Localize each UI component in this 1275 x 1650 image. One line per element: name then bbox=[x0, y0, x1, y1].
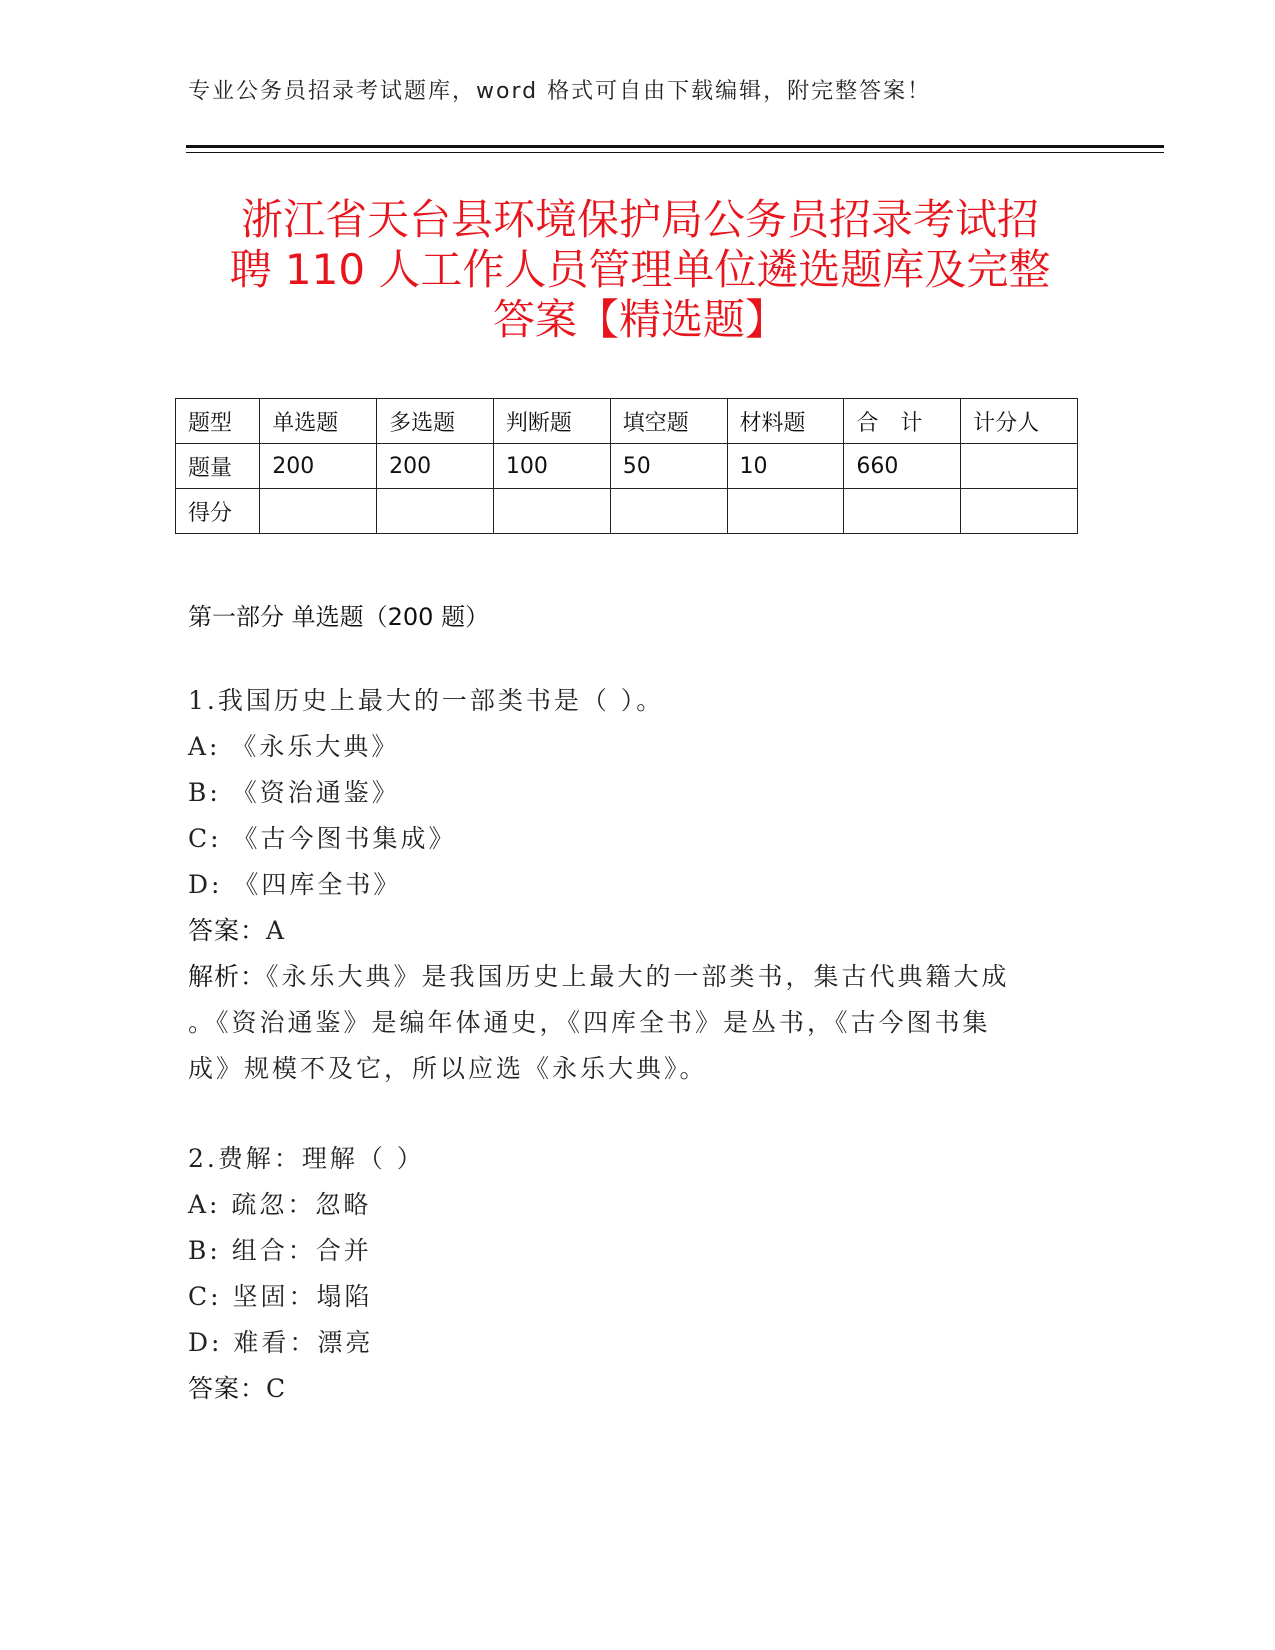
answer-line bbox=[188, 908, 1068, 954]
table-cell bbox=[961, 444, 1078, 489]
table-cell: 200 bbox=[260, 444, 377, 489]
explanation-line-2: 。《资治通鉴》是编年体通史，《四库全书》是丛书，《古今图书集 bbox=[188, 1008, 991, 1037]
table-cell: 判断题 bbox=[493, 399, 610, 444]
table-cell: 10 bbox=[727, 444, 844, 489]
explanation-text: 《永乐大典》是我国历史上最大的一部类书，集古代典籍大成 bbox=[266, 962, 1010, 991]
answer-line bbox=[188, 1366, 1068, 1412]
question-stem: 1.我国历史上最大的一部类书是（ ）。 bbox=[188, 686, 665, 715]
score-table-score-row bbox=[176, 489, 1078, 534]
score-table-count-row bbox=[176, 444, 1078, 489]
header-rule-thick bbox=[186, 145, 1164, 148]
title-line-1: 浙江省天台县环境保护局公务员招录考试招 bbox=[240, 195, 1039, 244]
answer-label: 答案： bbox=[188, 916, 267, 945]
explanation-label: 解析： bbox=[188, 962, 267, 991]
table-cell: 题量 bbox=[176, 444, 260, 489]
title-line-3: 答案【精选题】 bbox=[492, 295, 787, 344]
table-cell: 多选题 bbox=[377, 399, 494, 444]
question-1 bbox=[188, 678, 1068, 1092]
table-cell bbox=[844, 489, 961, 534]
option-b: B: 《资治通鉴》 bbox=[188, 778, 400, 807]
table-cell: 题型 bbox=[176, 399, 260, 444]
table-cell: 材料题 bbox=[727, 399, 844, 444]
option-d: D: 难看：漂亮 bbox=[188, 1328, 374, 1357]
answer-value: A bbox=[266, 916, 288, 945]
table-cell bbox=[610, 489, 727, 534]
answer-label: 答案： bbox=[188, 1374, 267, 1403]
explanation-line-3: 成》规模不及它，所以应选《永乐大典》。 bbox=[188, 1054, 708, 1083]
question-stem: 2.费解：理解（ ） bbox=[188, 1144, 425, 1173]
answer-value: C bbox=[266, 1374, 289, 1403]
score-table-header-row bbox=[176, 399, 1078, 444]
table-cell bbox=[727, 489, 844, 534]
table-cell: 合 计 bbox=[844, 399, 961, 444]
option-c: C: 《古今图书集成》 bbox=[188, 824, 457, 853]
table-cell: 计分人 bbox=[961, 399, 1078, 444]
table-cell bbox=[260, 489, 377, 534]
section-heading: 第一部分 单选题（200 题） bbox=[188, 603, 490, 631]
table-cell: 100 bbox=[493, 444, 610, 489]
table-cell: 50 bbox=[610, 444, 727, 489]
explanation-line-1 bbox=[188, 954, 1068, 1000]
title-line-2: 聘 110 人工作人员管理单位遴选题库及完整 bbox=[229, 245, 1051, 294]
header-note: 专业公务员招录考试题库，word 格式可自由下载编辑，附完整答案！ bbox=[188, 79, 932, 104]
table-cell bbox=[961, 489, 1078, 534]
score-table bbox=[175, 398, 1078, 534]
option-c: C: 坚固：塌陷 bbox=[188, 1282, 373, 1311]
option-d: D: 《四库全书》 bbox=[188, 870, 402, 899]
table-cell: 660 bbox=[844, 444, 961, 489]
table-cell: 填空题 bbox=[610, 399, 727, 444]
table-cell: 200 bbox=[377, 444, 494, 489]
table-cell: 得分 bbox=[176, 489, 260, 534]
header-rule-thin bbox=[186, 152, 1164, 153]
question-2 bbox=[188, 1136, 1068, 1412]
option-b: B: 组合：合并 bbox=[188, 1236, 372, 1265]
table-cell: 单选题 bbox=[260, 399, 377, 444]
option-a: A: 《永乐大典》 bbox=[188, 732, 400, 761]
table-cell bbox=[377, 489, 494, 534]
table-cell bbox=[493, 489, 610, 534]
option-a: A: 疏忽：忽略 bbox=[188, 1190, 372, 1219]
document-title bbox=[190, 195, 1090, 345]
